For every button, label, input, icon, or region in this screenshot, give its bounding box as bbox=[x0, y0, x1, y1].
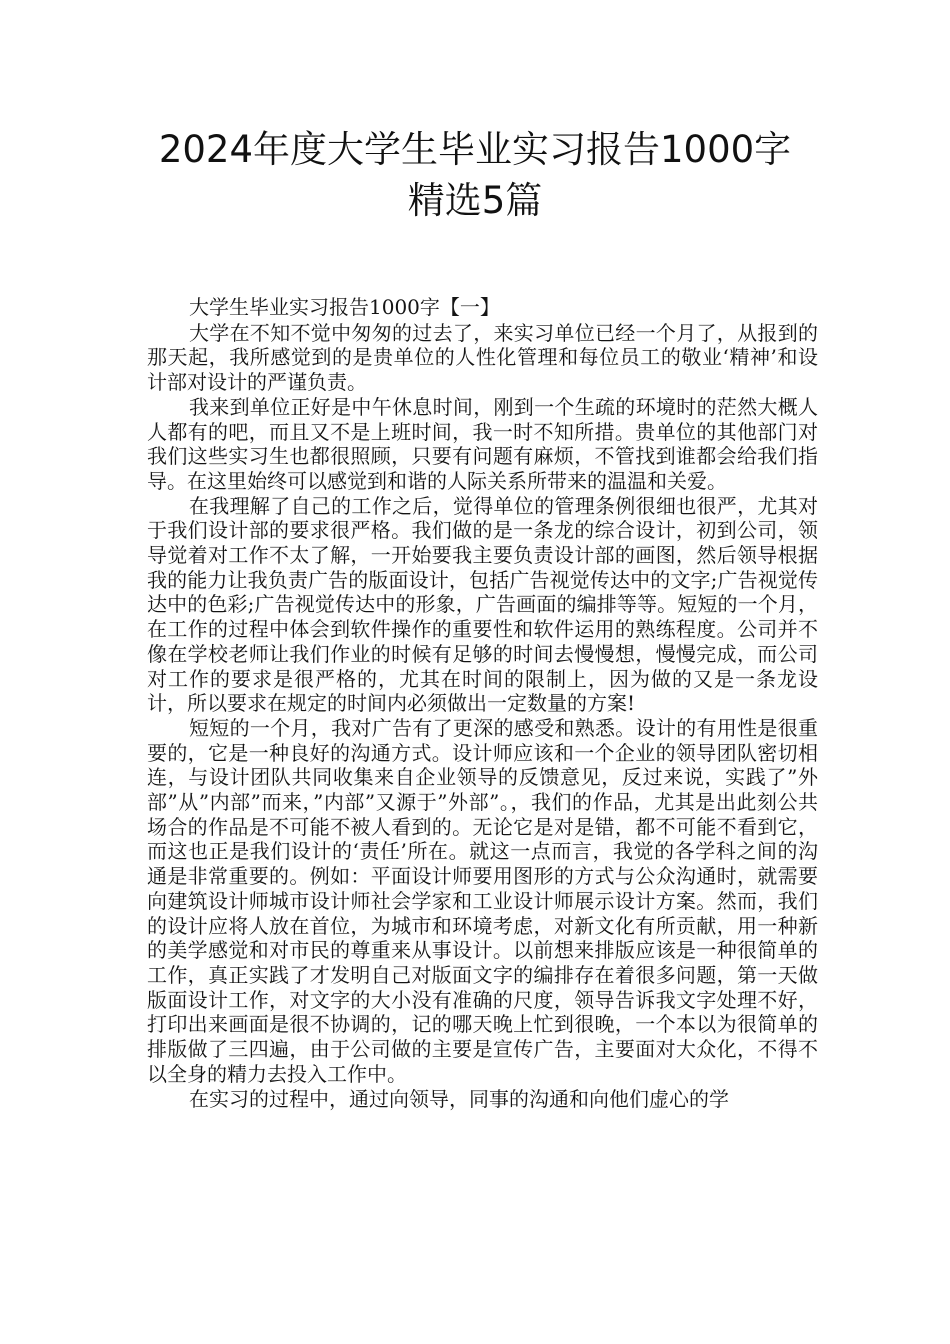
title-line-2: 精选5篇 bbox=[407, 179, 543, 222]
document-body bbox=[147, 295, 818, 1111]
title-line-1: 2024年度大学生毕业实习报告1000字 bbox=[158, 128, 792, 171]
paragraph: 我来到单位正好是中午休息时间，刚到一个生疏的环境时的茫然大概人人都有的吧，而且又不是上班时间，我一时不知所措。贵单位的其他部门对我们这些实习生也都很照顾，只要有问题有麻烦，不管找到谁都会给我们指导。在这里始终可以感觉到和谐的人际关系所带来的温温和关爱。 bbox=[147, 394, 818, 493]
paragraph: 在实习的过程中，通过向领导，同事的沟通和向他们虚心的学 bbox=[189, 1086, 729, 1111]
section-heading: 大学生毕业实习报告1000字【一】 bbox=[189, 295, 500, 319]
document-title bbox=[100, 124, 850, 226]
paragraph: 在我理解了自己的工作之后，觉得单位的管理条例很细也很严，尤其对于我们设计部的要求很严格。我们做的是一条龙的综合设计，初到公司，领导觉着对工作不太了解，一开始要我主要负责设计部的画图，然后领导根据我的能力让我负责广告的版面设计，包括广告视觉传达中的文字;广告视觉传达中的色彩;广告视觉传达中的形象，广告画面的编排等等。短短的一个月，在工作的过程中体会到软件操作的重要性和软件运用的熟练程度。公司并不像在学校老师让我们作业的时候有足够的时间去慢慢想，慢慢完成，而公司对工作的要求是很严格的，尤其在时间的限制上，因为做的又是一条龙设计，所以要求在规定的时间内必须做出一定数量的方案! bbox=[147, 493, 818, 716]
paragraph: 大学在不知不觉中匆匆的过去了，来实习单位已经一个月了，从报到的那天起，我所感觉到的是贵单位的人性化管理和每位员工的敬业‘精神’和设计部对设计的严谨负责。 bbox=[147, 320, 818, 395]
paragraph: 短短的一个月，我对广告有了更深的感受和熟悉。设计的有用性是很重要的，它是一种良好的沟通方式。设计师应该和一个企业的领导团队密切相连，与设计团队共同收集来自企业领导的反馈意见，反过来说，实践了”外部”从”内部”而来，”内部”又源于”外部”。，我们的作品，尤其是出此刻公共场合的作品是不可能不被人看到的。无论它是对是错，都不可能不看到它，而这也正是我们设计的‘责任’所在。就这一点而言，我觉的各学科之间的沟通是非常重要的。例如：平面设计师要用图形的方式与公众沟通时，就需要向建筑设计师城市设计师社会学家和工业设计师展示设计方案。然而，我们的设计应将人放在首位，为城市和环境考虑，对新文化有所贡献，用一种新的美学感觉和对市民的尊重来从事设计。以前想来排版应该是一种很简单的工作，真正实践了才发明自己对版面文字的编排存在着很多问题，第一天做版面设计工作，对文字的大小没有准确的尺度，领导告诉我文字处理不好，打印出来画面是很不协调的，记的哪天晚上忙到很晚，一个本以为很简单的排版做了三四遍，由于公司做的主要是宣传广告，主要面对大众化，不得不以全身的精力去投入工作中。 bbox=[147, 715, 818, 1086]
